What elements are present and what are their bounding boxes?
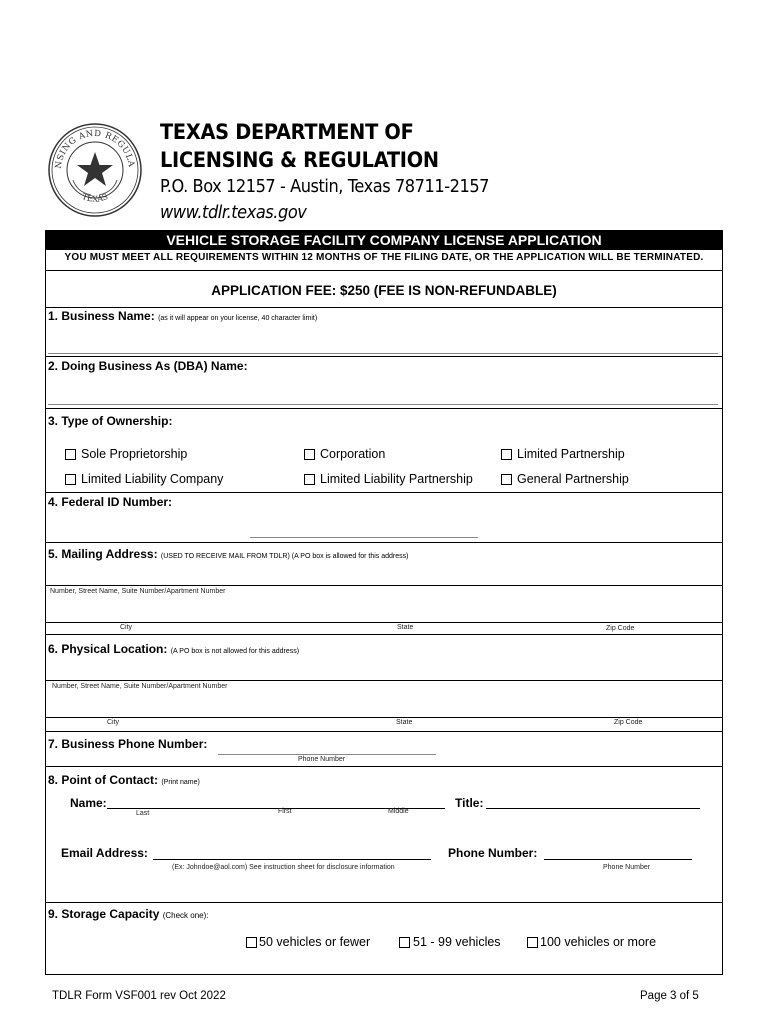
capacity-51-99[interactable]: 51 - 99 vehicles xyxy=(399,935,501,949)
divider xyxy=(46,585,722,586)
storage-capacity-note: (Check one): xyxy=(162,911,209,920)
mailing-address-note: (USED TO RECEIVE MAIL FROM TDLR) (A PO box is allowed for this address) xyxy=(160,553,409,560)
point-of-contact-label: 8. Point of Contact: (Print name) xyxy=(48,773,200,787)
mailing-state-caption: State xyxy=(397,624,414,631)
divider xyxy=(46,731,722,732)
capacity-50-or-fewer[interactable]: 50 vehicles or fewer xyxy=(246,935,370,949)
contact-email-label: Email Address: xyxy=(61,846,148,860)
application-fee: APPLICATION FEE: $250 (FEE IS NON-REFUNDABLE) xyxy=(211,283,557,298)
physical-zip-caption: Zip Code xyxy=(614,719,643,726)
contact-name-label: Name: xyxy=(70,796,107,810)
svg-text:TEXAS: TEXAS xyxy=(80,192,110,204)
divider xyxy=(46,307,722,308)
business-name-note: (as it will appear on your license, 40 character limit) xyxy=(158,315,318,322)
ownership-limited-partnership[interactable]: Limited Partnership xyxy=(501,447,625,461)
physical-location-note: (A PO box is not allowed for this address) xyxy=(170,648,300,655)
divider xyxy=(46,356,722,357)
business-phone-caption: Phone Number xyxy=(298,756,346,763)
physical-city-caption: City xyxy=(107,719,120,726)
divider xyxy=(46,717,722,718)
physical-street-field[interactable] xyxy=(48,692,718,714)
contact-middle-caption: Middle xyxy=(388,808,409,815)
divider xyxy=(250,537,478,538)
business-phone-field[interactable] xyxy=(218,738,436,754)
filing-warning: YOU MUST MEET ALL REQUIREMENTS WITHIN 12 MONTHS OF THE FILING DATE, OR THE APPLICATION WILL BE TERMINATED. xyxy=(64,252,704,263)
point-of-contact-note: (Print name) xyxy=(161,779,200,786)
federal-id-field[interactable] xyxy=(250,520,478,536)
agency-name-line1: TEXAS DEPARTMENT OF xyxy=(160,120,414,144)
mailing-city-caption: City xyxy=(120,624,133,631)
divider xyxy=(46,408,722,409)
storage-capacity-label: 9. Storage Capacity (Check one): xyxy=(48,907,209,921)
divider xyxy=(48,404,718,405)
capacity-100-or-more[interactable]: 100 vehicles or more xyxy=(527,935,656,949)
contact-first-caption: First xyxy=(278,808,292,815)
contact-email-field[interactable] xyxy=(153,845,431,859)
form-title: VEHICLE STORAGE FACILITY COMPANY LICENSE APPLICATION xyxy=(46,231,722,250)
divider xyxy=(46,902,722,903)
contact-name-field[interactable] xyxy=(107,795,445,809)
divider xyxy=(46,492,722,493)
ownership-corporation[interactable]: Corporation xyxy=(304,447,385,461)
contact-email-caption: (Ex: Johndoe@aol.com) See instruction sheet for disclosure information xyxy=(172,864,395,871)
physical-state-caption: State xyxy=(396,719,413,726)
mailing-zip-caption: Zip Code xyxy=(606,625,635,632)
divider xyxy=(46,622,722,623)
mailing-street-caption: Number, Street Name, Suite Number/Apartment Number xyxy=(50,588,226,595)
checkbox[interactable] xyxy=(501,474,512,485)
svg-text:LICENSING AND REGULATION: NSING AND REGULA xyxy=(53,128,136,170)
checkbox[interactable] xyxy=(246,937,257,948)
federal-id-label: 4. Federal ID Number: xyxy=(48,495,173,509)
agency-name-line2: LICENSING & REGULATION xyxy=(160,148,439,172)
ownership-llc[interactable]: Limited Liability Company xyxy=(65,472,223,486)
ownership-sole-proprietorship[interactable]: Sole Proprietorship xyxy=(65,447,187,461)
divider xyxy=(46,680,722,681)
ownership-llp[interactable]: Limited Liability Partnership xyxy=(304,472,473,486)
form-id: TDLR Form VSF001 rev Oct 2022 xyxy=(52,990,226,1002)
physical-location-label: 6. Physical Location: (A PO box is not allowed for this address) xyxy=(48,642,300,656)
divider xyxy=(153,859,431,860)
divider xyxy=(46,766,722,767)
checkbox[interactable] xyxy=(304,474,315,485)
checkbox[interactable] xyxy=(399,937,410,948)
divider xyxy=(218,754,436,755)
checkbox[interactable] xyxy=(304,449,315,460)
agency-website: www.tdlr.texas.gov xyxy=(160,202,307,223)
business-name-label: 1. Business Name: (as it will appear on your license, 40 character limit) xyxy=(48,309,318,323)
contact-title-label: Title: xyxy=(455,796,484,810)
agency-header xyxy=(160,118,526,226)
mailing-street-field[interactable] xyxy=(48,597,718,619)
divider xyxy=(46,542,722,543)
divider xyxy=(544,859,692,860)
contact-phone-caption: Phone Number xyxy=(603,864,651,871)
divider xyxy=(48,353,718,354)
mailing-address-label: 5. Mailing Address: (USED TO RECEIVE MAIL FROM TDLR) (A PO box is allowed for this address) xyxy=(48,547,409,561)
tdlr-seal-logo xyxy=(47,122,143,218)
agency-address: P.O. Box 12157 - Austin, Texas 78711-2157 xyxy=(160,176,490,197)
contact-phone-label: Phone Number: xyxy=(448,846,538,860)
contact-title-field[interactable] xyxy=(486,795,700,809)
checkbox[interactable] xyxy=(65,449,76,460)
ownership-general-partnership[interactable]: General Partnership xyxy=(501,472,629,486)
divider xyxy=(486,808,700,809)
page-number: Page 3 of 5 xyxy=(640,990,699,1002)
ownership-type-label: 3. Type of Ownership: xyxy=(48,414,173,428)
divider xyxy=(46,634,722,635)
checkbox[interactable] xyxy=(65,474,76,485)
contact-phone-field[interactable] xyxy=(544,845,692,859)
dba-name-field[interactable] xyxy=(48,378,718,402)
checkbox[interactable] xyxy=(527,937,538,948)
dba-name-label: 2. Doing Business As (DBA) Name: xyxy=(48,359,248,373)
business-phone-label: 7. Business Phone Number: xyxy=(48,737,208,751)
business-name-field[interactable] xyxy=(48,328,718,352)
checkbox[interactable] xyxy=(501,449,512,460)
physical-street-caption: Number, Street Name, Suite Number/Apartment Number xyxy=(52,683,228,690)
divider xyxy=(46,270,722,271)
contact-last-caption: Last xyxy=(136,810,150,817)
